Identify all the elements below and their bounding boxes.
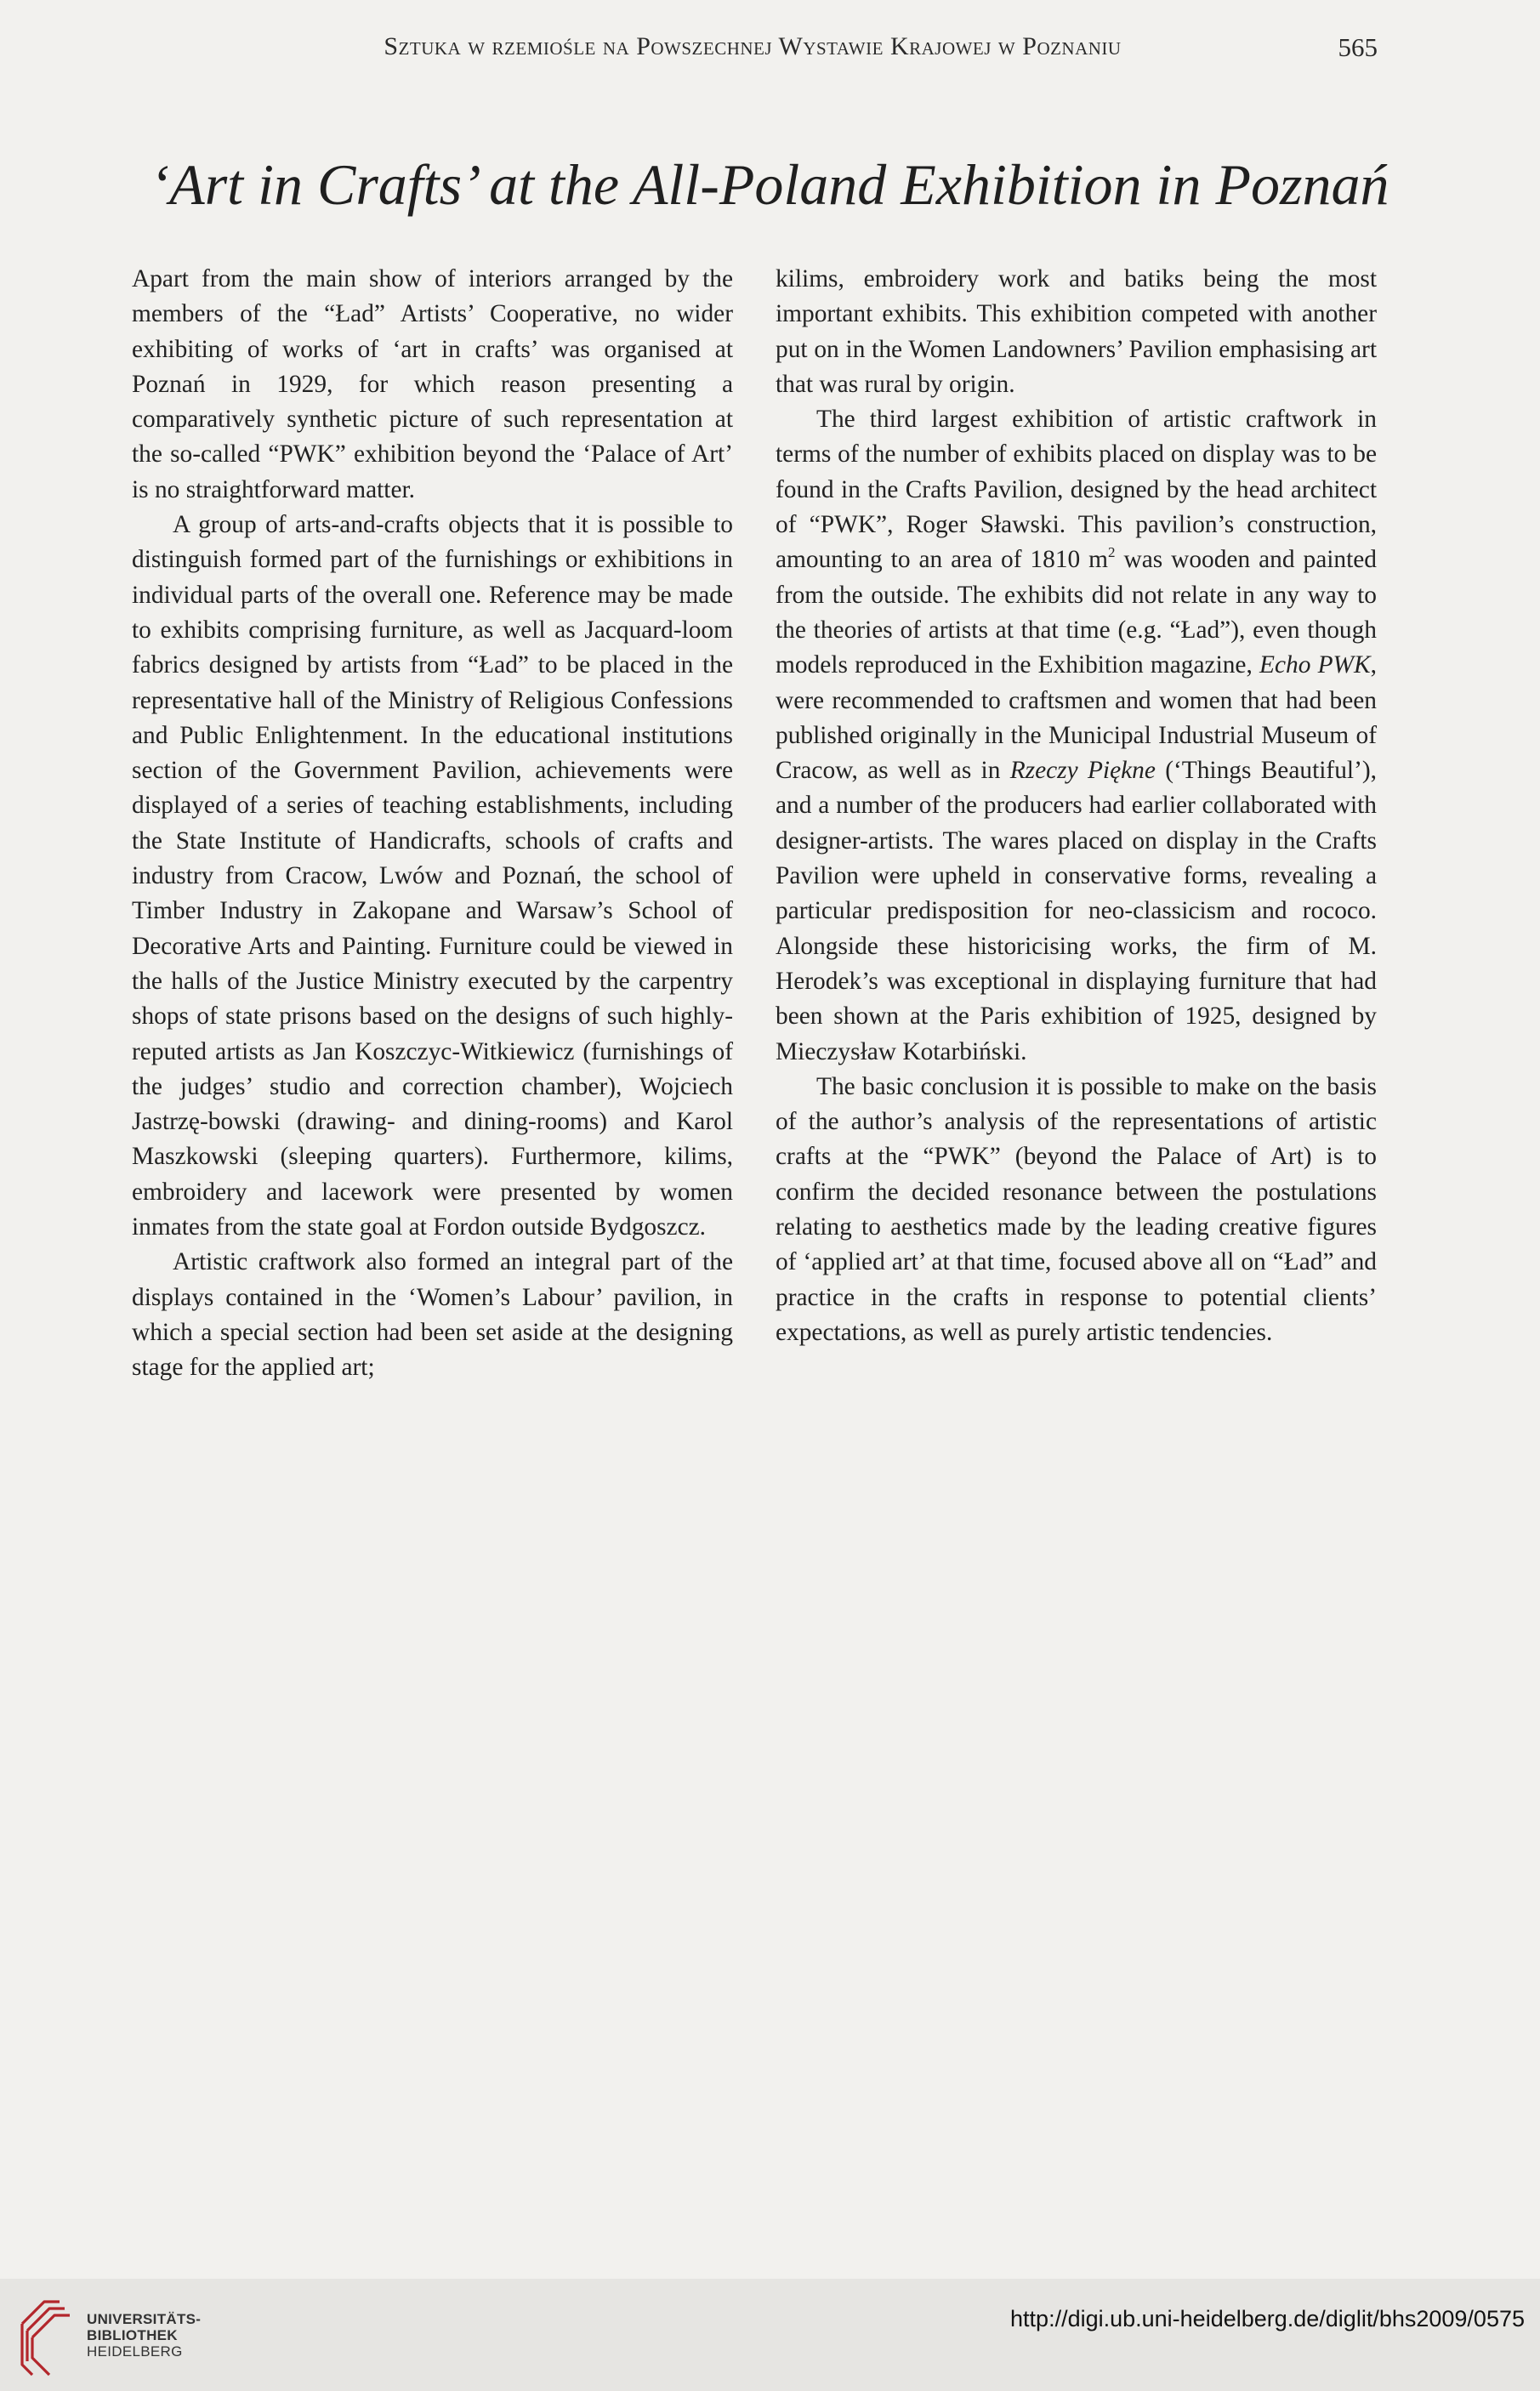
- page-number: 565: [1338, 32, 1378, 62]
- university-library-logo-icon[interactable]: [15, 2293, 77, 2378]
- running-header: [128, 32, 1378, 66]
- text-run: The third largest exhibition of artistic craftwork in terms of the number of exhibits placed on display was to be found in the Crafts Pavilion, designed by the head architect of “PWK”, Roger Sławski. This pavilion’s construction, amounting to an area of 1810 m: [776, 406, 1377, 574]
- text-run: , were recommended to craftsmen and women that had been published originally in the Municipal Industrial Museum of Cracow, as well as in: [776, 651, 1377, 785]
- magazine-title: Echo PWK: [1259, 651, 1371, 679]
- paragraph: The basic conclusion it is possible to make on the basis of the author’s analysis of the representations of artistic crafts at the “PWK” (beyond the Palace of Art) is to confirm the decided resonance between the postulations relating to aesthetics made by the leading creative figures of ‘applied art’ at that time, focused above all on “Ład” and practice in the crafts in response to potential clients’ expectations, as well as purely artistic tendencies.: [776, 1072, 1377, 1346]
- library-name: [87, 2311, 201, 2360]
- source-url-link[interactable]: http://digi.ub.uni-heidelberg.de/diglit/bhs2009/0575: [1010, 2306, 1525, 2331]
- paragraph: [776, 402, 1377, 1070]
- superscript: 2: [1108, 544, 1116, 561]
- footer-band: [0, 2279, 1540, 2391]
- right-column: [776, 262, 1377, 1350]
- library-name-line: BIBLIOTHEK: [87, 2327, 178, 2343]
- library-name-line: UNIVERSITÄTS-: [87, 2311, 202, 2327]
- article-title: ‘Art in Crafts’ at the All-Poland Exhibition in Poznań: [150, 152, 1389, 217]
- paragraph: kilims, embroidery work and batiks being the most important exhibits. This exhibition competed with another put on in the Women Landowners’ Pavilion emphasising art that was rural by origin.: [776, 265, 1377, 398]
- paragraph: Apart from the main show of interiors arranged by the members of the “Ład” Artists’ Cooperative, no wider exhibiting of works of ‘art in crafts’ was organised at Poznań in 1929, for which reason presenting a comparatively synthetic picture of such representation at the so-called “PWK” exhibition beyond the ‘Palace of Art’ is no straightforward matter.: [132, 265, 733, 503]
- running-title: Sztuka w rzemiośle na Powszechnej Wystawie Krajowej w Poznaniu: [384, 32, 1122, 60]
- text-run: was wooden and painted from the outside. The exhibits did not relate in any way to the theories of artists at that time (e.g. “Ład”), even though models reproduced in the Exhibition magazine,: [776, 546, 1378, 679]
- paragraph: Artistic craftwork also formed an integral part of the displays contained in the ‘Women’s Labour’ pavilion, in which a special section had been set aside at the designing stage for the applied art;: [132, 1248, 733, 1382]
- text-run: (‘Things Beautiful’), and a number of the producers had earlier collaborated with designer-artists. The wares placed on display in the Crafts Pavilion were upheld in conservative forms, revealing a particular predisposition for neo-classicism and rococo. Alongside these historicising works, the firm of M. Herodek’s was exceptional in displaying furniture that had been shown at the Paris exhibition of 1925, designed by Mieczysław Kotarbiński.: [776, 757, 1377, 1065]
- paragraph: A group of arts-and-crafts objects that it is possible to distinguish formed part of the furnishings or exhibitions in individual parts of the overall one. Reference may be made to exhibits comprising furniture, as well as Jacquard-loom fabrics designed by artists from “Ład” to be placed in the representative hall of the Ministry of Religious Confessions and Public Enlightenment. In the educational institutions section of the Government Pavilion, achievements were displayed of a series of teaching establishments, including the State Institute of Handicrafts, schools of crafts and industry from Cracow, Lwów and Poznań, the school of Timber Industry in Zakopane and Warsaw’s School of Decorative Arts and Painting. Furniture could be viewed in the halls of the Justice Ministry executed by the carpentry shops of state prisons based on the designs of such highly-reputed artists as Jan Koszczyc-Witkiewicz (furnishings of the judges’ studio and correction chamber), Wojciech Jastrzę-bowski (drawing- and dining-rooms) and Karol Maszkowski (sleeping quarters). Furthermore, kilims, embroidery and lacework were presented by women inmates from the state goal at Fordon outside Bydgoszcz.: [132, 511, 733, 1241]
- magazine-title: Rzeczy Piękne: [1009, 757, 1156, 785]
- left-column: [132, 262, 733, 1386]
- library-name-line: HEIDELBERG: [87, 2343, 183, 2360]
